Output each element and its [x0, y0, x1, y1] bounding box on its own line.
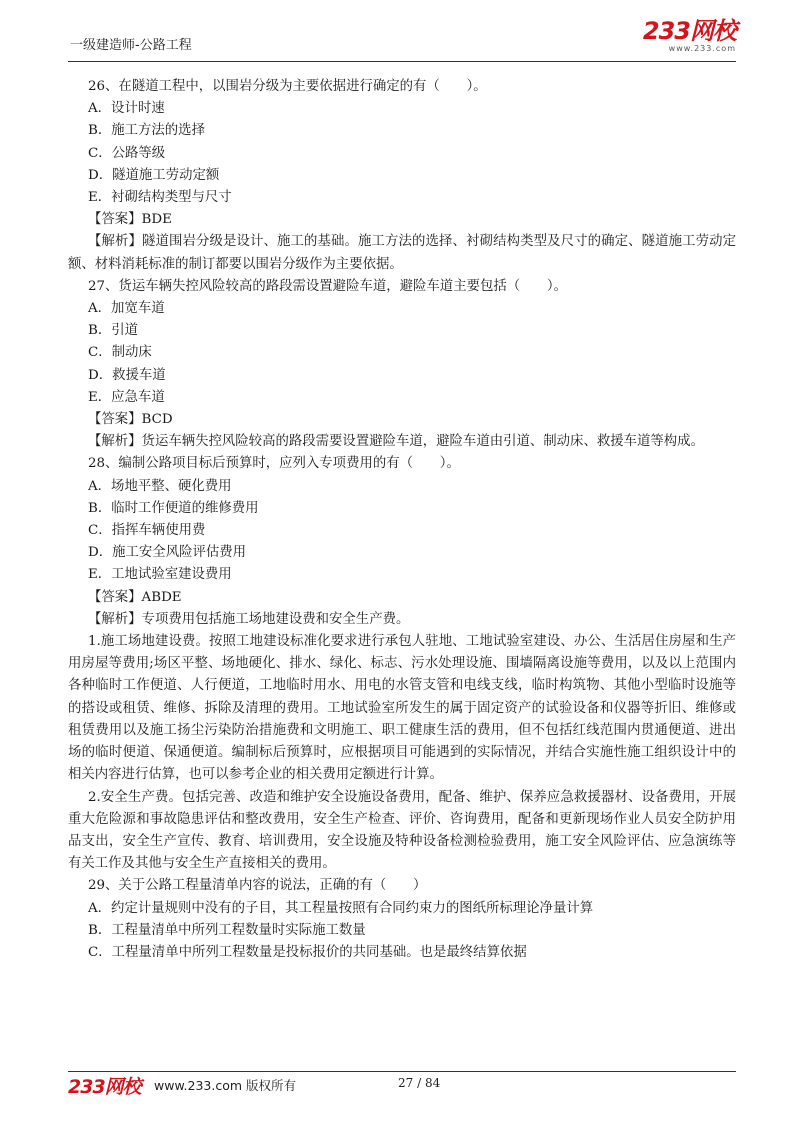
brand-logo[interactable]	[643, 18, 736, 53]
question-27-option-d: D．救援车道	[88, 367, 166, 383]
question-28-stem: 28、编制公路项目标后预算时，应列入专项费用的有（ ）。	[88, 456, 460, 472]
question-28-option-e: E．工地试验室建设费用	[88, 567, 232, 583]
question-26-option-c: C．公路等级	[88, 145, 166, 161]
page-number: 27 / 84	[398, 1076, 441, 1090]
question-29-option-c: C．工程量清单中所列工程数量是投标报价的共同基础。也是最终结算依据	[88, 944, 527, 960]
page-header	[68, 18, 736, 58]
page-footer	[68, 1074, 736, 1096]
document-title: 一级建造师-公路工程	[70, 38, 192, 53]
question-27-option-c: C．制动床	[88, 345, 152, 361]
header-divider	[68, 61, 736, 62]
question-26-analysis: 【解析】隧道围岩分级是设计、施工的基础。施工方法的选择、衬砌结构类型及尺寸的确定、隧道施工劳动定额、材料消耗标准的制订都要以围岩分级作为主要依据。	[68, 234, 736, 272]
question-27-option-b: B．引道	[88, 323, 139, 339]
question-28-analysis: 【解析】专项费用包括施工场地建设费和安全生产费。	[88, 611, 410, 627]
footer-logo[interactable]: 233网校	[68, 1076, 141, 1098]
question-28-point-1: 1.施工场地建设费。按照工地建设标准化要求进行承包人驻地、工地试验室建设、办公、生活居住房屋和生产用房屋等费用;场区平整、场地硬化、排水、绿化、标志、污水处理设施、围墙隔离设施等费用，以及以上范围内各种临时工作便道、人行便道，工地临时用水、用电的水管支管和电线支线，临时构筑物、其他小型临时设施等的搭设或租赁、维修、拆除及清理的费用。工地试验室所发生的属于固定资产的试验设备和仪器等折旧、维修或租赁费用以及施工扬尘污染防治措施费和文明施工、职工健康生活的费用，但不包括红线范围内贯通便道、进出场的临时便道、保通便道。编制标后预算时，应根据项目可能遇到的实际情况，并结合实施性施工组织设计中的相关内容进行估算，也可以参考企业的相关费用定额进行计算。	[68, 634, 736, 783]
question-28-option-d: D．施工安全风险评估费用	[88, 545, 247, 561]
logo-url: www.233.com	[668, 44, 736, 53]
question-26-stem: 26、在隧道工程中，以围岩分级为主要依据进行确定的有（ ）。	[88, 79, 487, 94]
footer-copyright: www.233.com 版权所有	[154, 1078, 296, 1093]
question-26-option-e: E．衬砌结构类型与尺寸	[88, 190, 232, 206]
question-27-analysis: 【解析】货运车辆失控风险较高的路段需要设置避险车道，避险车道由引道、制动床、救援车道等构成。	[88, 434, 704, 450]
question-26-option-a: A．设计时速	[88, 101, 165, 117]
question-26-option-b: B．施工方法的选择	[88, 123, 205, 139]
question-28-option-c: C．指挥车辆使用费	[88, 523, 206, 539]
question-29-option-a: A．约定计量规则中没有的子目，其工程量按照有合同约束力的图纸所标理论净量计算	[88, 900, 594, 916]
question-28-answer: 【答案】ABDE	[88, 589, 182, 605]
question-27-answer: 【答案】BCD	[88, 412, 173, 428]
question-28-option-b: B．临时工作便道的维修费用	[88, 500, 259, 516]
question-27-option-e: E．应急车道	[88, 389, 165, 405]
question-27-option-a: A．加宽车道	[88, 301, 165, 317]
question-29-stem: 29、关于公路工程量清单内容的说法，正确的有（ ）	[88, 878, 427, 894]
document-body	[68, 76, 736, 964]
logo-text: 233网校	[642, 17, 736, 45]
footer-divider	[68, 1071, 736, 1072]
question-28-point-2: 2.安全生产费。包括完善、改造和维护安全设施设备费用，配备、维护、保养应急救援器材、设备费用，开展重大危险源和事故隐患评估和整改费用，安全生产检查、评价、咨询费用，配备和更新现场作业人员安全防护用品支出，安全生产宣传、教育、培训费用，安全设施及特种设备检测检验费用，施工安全风险评估、应急演练等有关工作及其他与安全生产直接相关的费用。	[68, 789, 736, 872]
question-26-answer: 【答案】BDE	[88, 212, 172, 228]
question-29-option-b: B．工程量清单中所列工程数量时实际施工数量	[88, 922, 366, 938]
question-27-stem: 27、货运车辆失控风险较高的路段需设置避险车道，避险车道主要包括（ ）。	[88, 278, 568, 294]
question-26-option-d: D．隧道施工劳动定额	[88, 167, 220, 183]
question-28-option-a: A．场地平整、硬化费用	[88, 478, 232, 494]
